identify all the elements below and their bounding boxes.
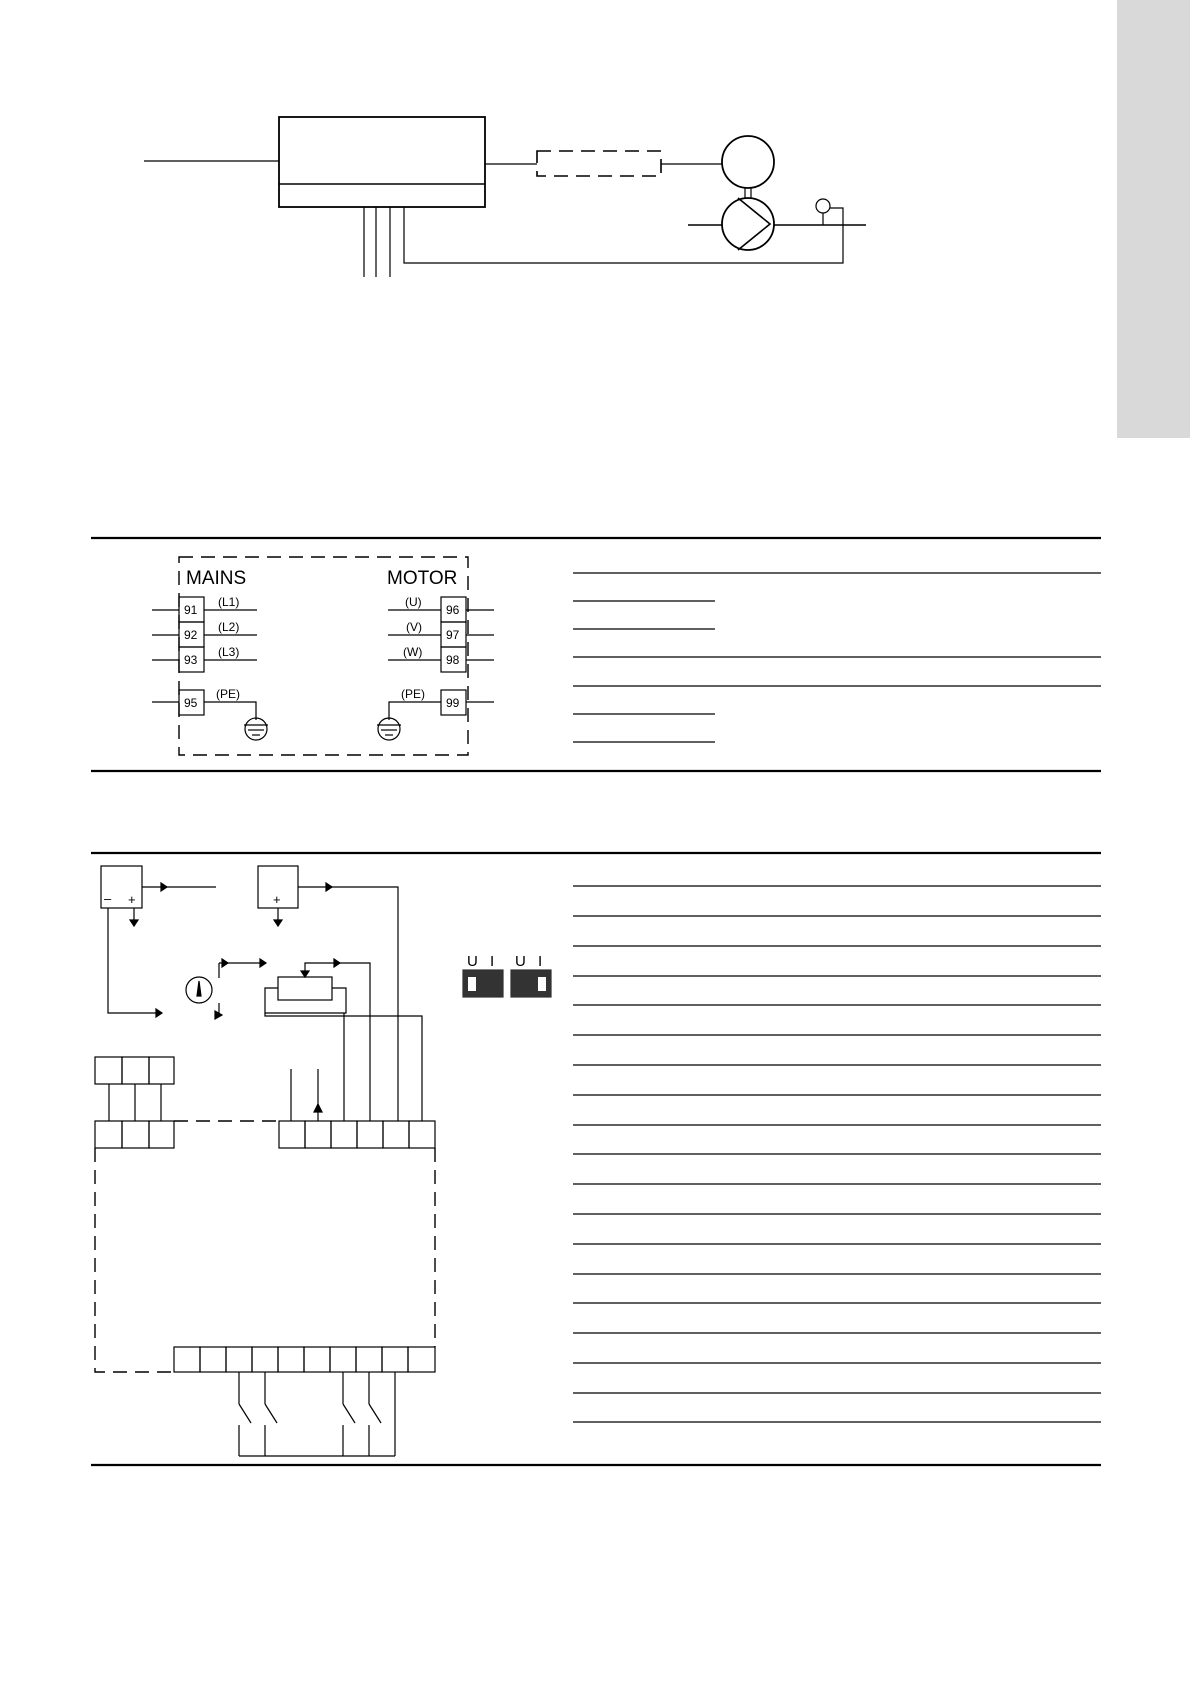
sensor-1-minus: –	[104, 891, 112, 906]
phase-l3: (L3)	[218, 645, 240, 659]
control-terminal-row-upper	[95, 1069, 435, 1148]
phase-pe-motor: (PE)	[401, 687, 425, 701]
phase-pe-mains: (PE)	[216, 687, 240, 701]
phase-l1: (L1)	[218, 595, 240, 609]
phase-w: (W)	[403, 645, 423, 659]
mains-title: MAINS	[186, 568, 247, 589]
system-overview	[144, 117, 866, 277]
sensor-1-plus: +	[128, 892, 136, 907]
phase-v: (V)	[406, 620, 422, 634]
potentiometer-box	[278, 977, 332, 1000]
terminal-96: 96	[446, 603, 460, 617]
control-terminal-row-lower	[174, 1347, 435, 1372]
phase-l2: (L2)	[218, 620, 240, 634]
dip-switches	[463, 970, 551, 997]
switch-1-i: I	[490, 953, 495, 970]
control-table-rules	[573, 886, 1101, 1422]
control-section	[91, 853, 1101, 1465]
motor-symbol	[722, 136, 774, 188]
terminal-98: 98	[446, 653, 460, 667]
switch-2-u: U	[515, 953, 526, 970]
terminal-95: 95	[184, 696, 198, 710]
mains-terminals	[152, 597, 268, 740]
sensor-2-plus: +	[273, 892, 281, 907]
power-table-rules	[573, 573, 1101, 742]
phase-u: (U)	[405, 595, 422, 609]
motor-terminals	[377, 597, 494, 740]
motor-title: MOTOR	[387, 568, 458, 589]
switch-2-i: I	[538, 953, 543, 970]
optional-filter-box	[537, 151, 661, 176]
terminal-91: 91	[184, 603, 198, 617]
feedback-cable	[404, 207, 843, 263]
converter-box	[279, 117, 485, 207]
pressure-sensor-symbol	[816, 199, 830, 213]
switch-1-u: U	[467, 953, 478, 970]
terminal-93: 93	[184, 653, 198, 667]
terminal-99: 99	[446, 696, 460, 710]
terminal-97: 97	[446, 628, 460, 642]
terminal-92: 92	[184, 628, 198, 642]
digital-input-switches	[239, 1372, 395, 1456]
